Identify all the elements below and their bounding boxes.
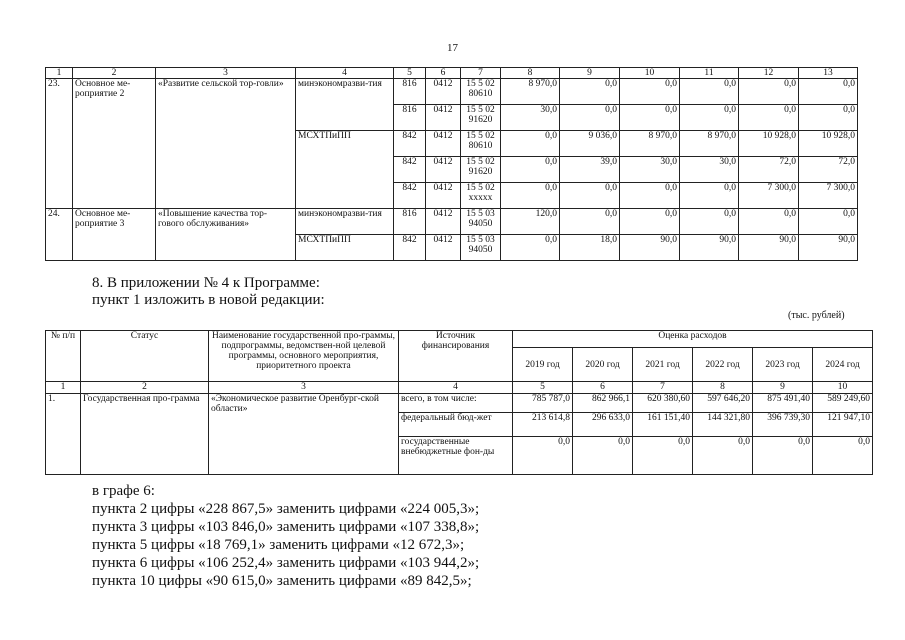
- col-header: 1: [46, 68, 73, 79]
- cell: 30,0: [501, 105, 560, 131]
- cell: 0,0: [633, 437, 693, 475]
- cell: 121 947,10: [813, 413, 873, 437]
- table-row: [46, 394, 873, 413]
- table2-colnum-row: [46, 382, 873, 394]
- row-name: «Экономическое развитие Оренбург-ской области»: [209, 394, 399, 475]
- cell: 0,0: [560, 105, 620, 131]
- cell: 0,0: [739, 79, 799, 105]
- cell: 18,0: [560, 235, 620, 261]
- header-status: Статус: [81, 331, 209, 382]
- budget-table-2: [45, 330, 873, 475]
- cell: 816: [394, 105, 426, 131]
- amendment-line: пункта 2 цифры «228 867,5» заменить цифрами «224 005,3»;: [92, 501, 480, 517]
- col-header: 2: [73, 68, 156, 79]
- cell: 842: [394, 235, 426, 261]
- cell: 597 646,20: [693, 394, 753, 413]
- row-status: Государственная про-грамма: [81, 394, 209, 475]
- cell: 0,0: [739, 209, 799, 235]
- cell: 0,0: [501, 235, 560, 261]
- cell: 15 5 03 94050: [461, 235, 501, 261]
- amendment-line: пункта 6 цифры «106 252,4» заменить цифрами «103 944,2»;: [92, 555, 480, 571]
- row-executor: МСХТПиПП: [296, 235, 394, 261]
- cell: 7 300,0: [739, 183, 799, 209]
- cell: 15 5 02 80610: [461, 131, 501, 157]
- page-number: 17: [447, 42, 458, 54]
- cell: 0412: [426, 79, 461, 105]
- cell: 0,0: [560, 183, 620, 209]
- cell: 0,0: [680, 209, 739, 235]
- col-header: 9: [560, 68, 620, 79]
- col-number: 10: [813, 382, 873, 394]
- header-estimate: Оценка расходов: [513, 331, 873, 348]
- cell: 8 970,0: [620, 131, 680, 157]
- row-number: 24.: [46, 209, 73, 261]
- cell: 0,0: [739, 105, 799, 131]
- amendment-line: в графе 6:: [92, 483, 155, 499]
- cell: 120,0: [501, 209, 560, 235]
- col-header: 11: [680, 68, 739, 79]
- cell: 0,0: [560, 79, 620, 105]
- cell: 15 5 02 91620: [461, 157, 501, 183]
- col-number: 3: [209, 382, 399, 394]
- cell: 90,0: [739, 235, 799, 261]
- section-subtitle: пункт 1 изложить в новой редакции:: [92, 292, 325, 308]
- cell: 862 966,1: [573, 394, 633, 413]
- table-row: [46, 79, 858, 105]
- row-name: «Повышение качества тор-гового обслуживания»: [156, 209, 296, 261]
- cell: 0412: [426, 235, 461, 261]
- cell: 0,0: [573, 437, 633, 475]
- source-label: федеральный бюд-жет: [399, 413, 513, 437]
- cell: 9 036,0: [560, 131, 620, 157]
- cell: 0,0: [620, 79, 680, 105]
- cell: 90,0: [620, 235, 680, 261]
- cell: 816: [394, 79, 426, 105]
- col-header: 3: [156, 68, 296, 79]
- col-header: 8: [501, 68, 560, 79]
- cell: 842: [394, 183, 426, 209]
- cell: 816: [394, 209, 426, 235]
- cell: 15 5 03 94050: [461, 209, 501, 235]
- row-status: Основное ме-роприятие 3: [73, 209, 156, 261]
- cell: 620 380,60: [633, 394, 693, 413]
- amendment-line: пункта 5 цифры «18 769,1» заменить цифрами «12 672,3»;: [92, 537, 465, 553]
- header-source: Источник финансирования: [399, 331, 513, 382]
- row-executor: МСХТПиПП: [296, 131, 394, 209]
- col-header: 6: [426, 68, 461, 79]
- cell: 0,0: [799, 105, 858, 131]
- amendment-line: пункта 3 цифры «103 846,0» заменить цифрами «107 338,8»;: [92, 519, 480, 535]
- col-number: 4: [399, 382, 513, 394]
- units-note: (тыс. рублей): [788, 310, 845, 321]
- row-executor: минэкономразви-тия: [296, 209, 394, 235]
- col-number: 6: [573, 382, 633, 394]
- header-num: № п/п: [46, 331, 81, 382]
- cell: 0412: [426, 105, 461, 131]
- year-header: 2022 год: [693, 348, 753, 382]
- cell: 0,0: [799, 79, 858, 105]
- cell: 7 300,0: [799, 183, 858, 209]
- col-number: 8: [693, 382, 753, 394]
- cell: 10 928,0: [799, 131, 858, 157]
- col-number: 7: [633, 382, 693, 394]
- cell: 0,0: [620, 209, 680, 235]
- cell: 30,0: [620, 157, 680, 183]
- budget-table-1: [45, 67, 858, 261]
- cell: 0,0: [693, 437, 753, 475]
- header-name: Наименование государственной про-граммы, подпрограммы, ведомствен-ной целевой программы, основного мероприятия, приоритетного проекта: [209, 331, 399, 382]
- cell: 875 491,40: [753, 394, 813, 413]
- row-name: «Развитие сельской тор-говли»: [156, 79, 296, 209]
- cell: 0,0: [620, 105, 680, 131]
- table1-header-row: [46, 68, 858, 79]
- cell: 8 970,0: [680, 131, 739, 157]
- table2-header-row: [46, 331, 873, 348]
- row-executor: минэкономразви-тия: [296, 79, 394, 131]
- cell: 0,0: [680, 79, 739, 105]
- col-header: 13: [799, 68, 858, 79]
- cell: 0,0: [753, 437, 813, 475]
- cell: 0412: [426, 183, 461, 209]
- table-row: [46, 209, 858, 235]
- cell: 72,0: [739, 157, 799, 183]
- cell: 842: [394, 131, 426, 157]
- cell: 0,0: [501, 157, 560, 183]
- cell: 144 321,80: [693, 413, 753, 437]
- cell: 0,0: [501, 183, 560, 209]
- cell: 842: [394, 157, 426, 183]
- col-number: 5: [513, 382, 573, 394]
- cell: 0412: [426, 157, 461, 183]
- cell: 15 5 02 80610: [461, 79, 501, 105]
- year-header: 2019 год: [513, 348, 573, 382]
- cell: 0412: [426, 131, 461, 157]
- cell: 0,0: [813, 437, 873, 475]
- cell: 396 739,30: [753, 413, 813, 437]
- cell: 15 5 02 xxxxx: [461, 183, 501, 209]
- year-header: 2024 год: [813, 348, 873, 382]
- cell: 0,0: [680, 105, 739, 131]
- cell: 30,0: [680, 157, 739, 183]
- cell: 15 5 02 91620: [461, 105, 501, 131]
- cell: 0,0: [560, 209, 620, 235]
- col-number: 1: [46, 382, 81, 394]
- col-header: 10: [620, 68, 680, 79]
- cell: 161 151,40: [633, 413, 693, 437]
- cell: 90,0: [799, 235, 858, 261]
- cell: 213 614,8: [513, 413, 573, 437]
- cell: 8 970,0: [501, 79, 560, 105]
- cell: 0,0: [620, 183, 680, 209]
- year-header: 2023 год: [753, 348, 813, 382]
- amendment-line: пункта 10 цифры «90 615,0» заменить цифрами «89 842,5»;: [92, 573, 472, 589]
- cell: 0,0: [513, 437, 573, 475]
- col-header: 7: [461, 68, 501, 79]
- year-header: 2020 год: [573, 348, 633, 382]
- cell: 0412: [426, 209, 461, 235]
- row-number: 1.: [46, 394, 81, 475]
- col-header: 4: [296, 68, 394, 79]
- cell: 785 787,0: [513, 394, 573, 413]
- cell: 296 633,0: [573, 413, 633, 437]
- cell: 90,0: [680, 235, 739, 261]
- cell: 0,0: [799, 209, 858, 235]
- col-number: 9: [753, 382, 813, 394]
- col-number: 2: [81, 382, 209, 394]
- section-title: 8. В приложении № 4 к Программе:: [92, 275, 320, 291]
- cell: 72,0: [799, 157, 858, 183]
- row-number: 23.: [46, 79, 73, 209]
- cell: 0,0: [501, 131, 560, 157]
- cell: 10 928,0: [739, 131, 799, 157]
- source-label: всего, в том числе:: [399, 394, 513, 413]
- row-status: Основное ме-роприятие 2: [73, 79, 156, 209]
- source-label: государственные внебюджетные фон-ды: [399, 437, 513, 475]
- col-header: 5: [394, 68, 426, 79]
- col-header: 12: [739, 68, 799, 79]
- cell: 0,0: [680, 183, 739, 209]
- year-header: 2021 год: [633, 348, 693, 382]
- cell: 39,0: [560, 157, 620, 183]
- cell: 589 249,60: [813, 394, 873, 413]
